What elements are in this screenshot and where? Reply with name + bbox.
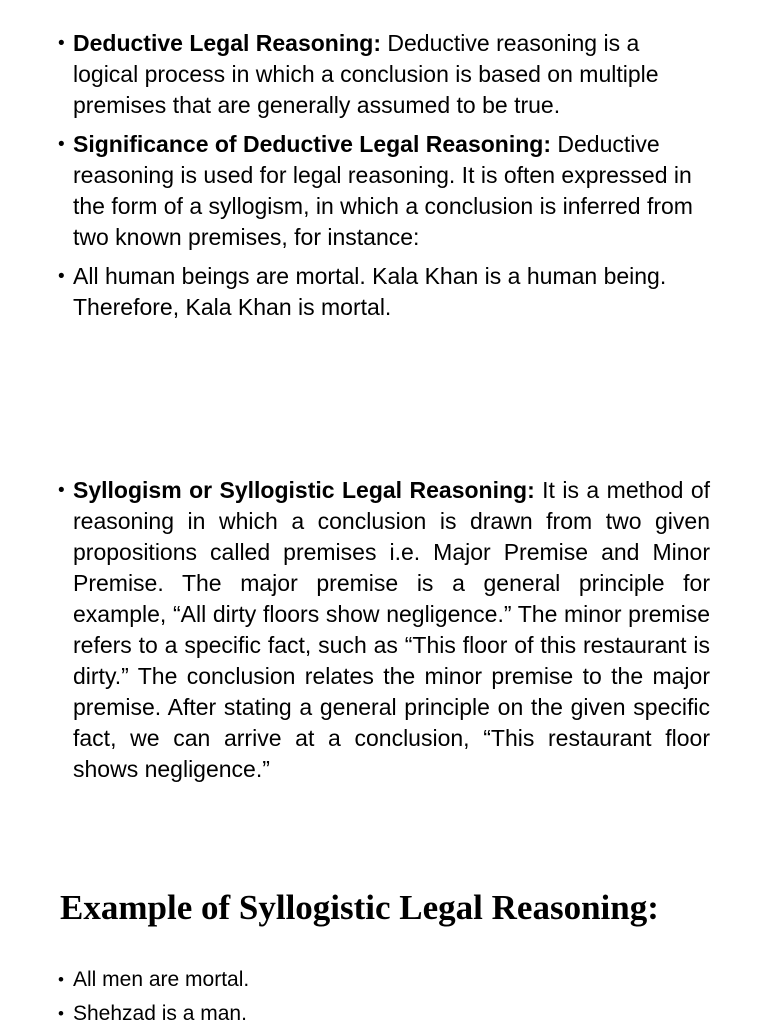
list-item xyxy=(58,261,710,323)
term-text: It is a method of reasoning in which a conclusion is drawn from two given propositions called premises i.e. Major Premise and Minor Premise. The major premise is a general principle for example, “All dirty floors show negligence.” The minor premise refers to a specific fact, such as “This floor of this restaurant is dirty.” The conclusion relates the minor premise to the major premise. After stating a general principle on the given specific fact, we can arrive at a conclusion, “This restaurant floor shows negligence.” xyxy=(73,477,710,782)
bullet-dot: • xyxy=(58,266,65,287)
bullet-dot: • xyxy=(58,134,65,155)
term-label: Deductive Legal Reasoning: xyxy=(73,30,382,56)
term-text: Deductive reasoning is a logical process in which a conclusion is based on multiple premises that are generally assumed to be true. xyxy=(73,30,659,118)
example-list xyxy=(58,966,710,1028)
section-heading: Example of Syllogistic Legal Reasoning: xyxy=(60,888,659,927)
bullet-dot: • xyxy=(58,970,64,989)
top-bullet-list xyxy=(58,28,710,323)
list-item xyxy=(58,28,710,121)
example-item: All men are mortal. xyxy=(73,968,250,991)
term-label: Syllogism or Syllogistic Legal Reasoning: xyxy=(73,477,535,503)
example-item: Shehzad is a man. xyxy=(73,1002,247,1025)
bullet-dot: • xyxy=(58,480,65,501)
term-label: Significance of Deductive Legal Reasoning: xyxy=(73,131,551,157)
list-item xyxy=(58,129,710,253)
syllogism-section xyxy=(58,475,710,785)
example-text: All human beings are mortal. Kala Khan is a human being. Therefore, Kala Khan is mortal. xyxy=(73,263,667,320)
list-item xyxy=(58,475,710,785)
bullet-dot: • xyxy=(58,1004,64,1023)
list-item xyxy=(58,966,710,994)
bullet-dot: • xyxy=(58,33,65,54)
term-text: Deductive reasoning is used for legal reasoning. It is often expressed in the form of a syllogism, in which a conclusion is inferred from two known premises, for instance: xyxy=(73,131,693,250)
